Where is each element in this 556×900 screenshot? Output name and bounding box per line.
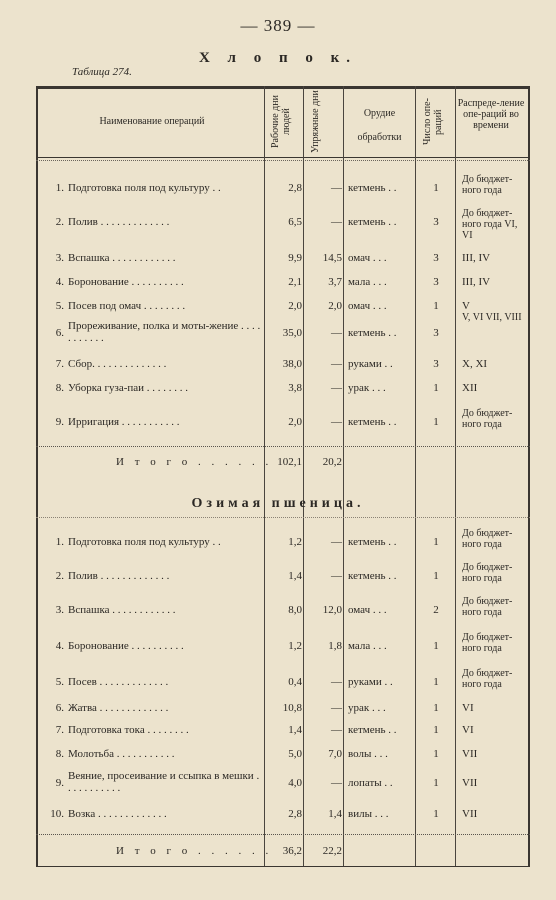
work-days-value: 4,0 xyxy=(288,777,302,789)
time-distribution: III, IV xyxy=(462,252,491,264)
time-distribution: До бюджет-ного года xyxy=(462,668,513,690)
operation-count: 3 xyxy=(433,327,439,339)
row-number: 8. xyxy=(55,748,64,760)
harness-days-value: — xyxy=(331,570,342,582)
time-distribution: До бюджет-ного года xyxy=(462,596,513,618)
tool-name: кетмень . . xyxy=(348,536,397,548)
row-number: 10. xyxy=(50,808,64,820)
work-days-value: 2,8 xyxy=(288,808,302,820)
operation-count: 1 xyxy=(433,748,439,760)
time-distribution: До бюджет-ного года xyxy=(462,408,513,430)
work-days-value: 9,9 xyxy=(288,252,302,264)
header-operation: Наименование операций xyxy=(99,116,205,127)
row-number: 3. xyxy=(55,252,64,264)
section-rule xyxy=(36,517,530,518)
work-days-value: 1,4 xyxy=(288,724,302,736)
time-distribution: До бюджет-ного года xyxy=(462,632,513,654)
operation-count: 1 xyxy=(433,570,439,582)
row-number: 7. xyxy=(55,358,64,370)
tool-name: кетмень . . xyxy=(348,182,397,194)
operation-count: 1 xyxy=(433,724,439,736)
operation-name: Ирригация . . . . . . . . . . . xyxy=(68,416,180,428)
tool-name: кетмень . . xyxy=(348,416,397,428)
tool-name: волы . . . xyxy=(348,748,388,760)
work-days-value: 10,8 xyxy=(282,702,302,714)
time-distribution: До бюджет-ного года VI, VI xyxy=(462,208,518,241)
operation-count: 3 xyxy=(433,252,439,264)
time-distribution: VII xyxy=(462,777,478,789)
tool-name: кетмень . . xyxy=(348,216,397,228)
time-distribution: До бюджет-ного года xyxy=(462,174,513,196)
row-number: 2. xyxy=(55,216,64,228)
section-title: Озимая пшеница. xyxy=(191,496,365,511)
harness-days-value: 3,7 xyxy=(328,276,342,288)
operation-name: Возка . . . . . . . . . . . . . xyxy=(68,808,167,820)
operation-count: 1 xyxy=(433,182,439,194)
time-distribution: До бюджет-ного года xyxy=(462,562,513,584)
work-days-value: 2,0 xyxy=(288,416,302,428)
operation-name: Подготовка поля под культуру . . xyxy=(68,182,221,194)
operation-count: 1 xyxy=(433,536,439,548)
harness-days-value: — xyxy=(331,676,342,688)
time-distribution: V xyxy=(462,300,470,312)
column-divider xyxy=(343,86,344,866)
table-title: Х л о п о к. xyxy=(198,50,358,66)
operation-count: 3 xyxy=(433,216,439,228)
work-days-value: 38,0 xyxy=(282,358,302,370)
operation-name: Посев . . . . . . . . . . . . . xyxy=(68,676,169,688)
operation-name: Вспашка . . . . . . . . . . . . xyxy=(68,604,176,616)
row-number: 7. xyxy=(55,724,64,736)
tool-name: омач . . . xyxy=(348,300,387,312)
harness-days-value: — xyxy=(331,777,342,789)
work-days-value: 0,4 xyxy=(288,676,302,688)
row-number: 5. xyxy=(55,300,64,312)
tool-name: мала . . . xyxy=(348,640,387,652)
harness-days-value: 1,4 xyxy=(328,808,342,820)
work-days-value: 5,0 xyxy=(288,748,302,760)
table-number: Таблица 274. xyxy=(72,66,132,78)
operation-name: Боронование . . . . . . . . . . xyxy=(68,276,184,288)
operation-name: Жатва . . . . . . . . . . . . . xyxy=(68,702,169,714)
tool-name: вилы . . . xyxy=(348,808,389,820)
total-label: И т о г о . . . . . . xyxy=(116,845,273,857)
total-harness: 22,2 xyxy=(322,845,342,857)
time-distribution: III, IV xyxy=(462,276,491,288)
operation-name: Посев под омач . . . . . . . . xyxy=(68,300,186,312)
harness-days-value: 1,8 xyxy=(328,640,342,652)
row-number: 9. xyxy=(55,777,64,789)
total-work: 102,1 xyxy=(277,456,302,468)
tool-name: руками . . xyxy=(348,676,393,688)
time-distribution: X, XI xyxy=(462,358,488,370)
work-days-value: 1,2 xyxy=(288,536,302,548)
total-label: И т о г о . . . . . . xyxy=(116,456,273,468)
harness-days-value: 7,0 xyxy=(328,748,342,760)
operation-name: Подготовка поля под культуру . . xyxy=(68,536,221,548)
harness-days-value: — xyxy=(331,702,342,714)
operation-count: 1 xyxy=(433,702,439,714)
operation-count: 3 xyxy=(433,358,439,370)
operation-name: Полив . . . . . . . . . . . . . xyxy=(68,216,170,228)
operation-count: 1 xyxy=(433,777,439,789)
harness-days-value: — xyxy=(331,327,342,339)
column-divider xyxy=(455,86,456,866)
operation-count: 1 xyxy=(433,676,439,688)
operation-count: 1 xyxy=(433,382,439,394)
harness-days-value: 2,0 xyxy=(328,300,342,312)
operation-count: 1 xyxy=(433,640,439,652)
page-number: — 389 — xyxy=(240,16,316,35)
row-number: 4. xyxy=(55,640,64,652)
row-number: 9. xyxy=(55,416,64,428)
tool-name: урак . . . xyxy=(348,382,386,394)
operation-name: Уборка гуза-паи . . . . . . . . xyxy=(68,382,189,394)
time-distribution: VII xyxy=(462,748,478,760)
operation-count: 1 xyxy=(433,416,439,428)
work-days-value: 2,8 xyxy=(288,182,302,194)
tool-name: лопаты . . xyxy=(348,777,393,789)
header-count: Число опе-раций xyxy=(422,98,444,146)
operation-name: Прореживание, полка и моты-жение . . . . . . . . . . . xyxy=(68,320,261,344)
wheat-total-rule xyxy=(36,834,530,835)
work-days-value: 2,0 xyxy=(288,300,302,312)
row-number: 2. xyxy=(55,570,64,582)
row-number: 3. xyxy=(55,604,64,616)
operation-count: 1 xyxy=(433,808,439,820)
time-distribution: V, VI VII, VIII xyxy=(462,312,522,323)
work-days-value: 6,5 xyxy=(288,216,302,228)
work-days-value: 35,0 xyxy=(282,327,302,339)
operation-name: Веяние, просеивание и ссыпка в мешки . . . . . . . . . . . xyxy=(68,770,260,794)
harness-days-value: — xyxy=(331,382,342,394)
tool-name: кетмень . . xyxy=(348,570,397,582)
time-distribution: VII xyxy=(462,808,478,820)
work-days-value: 3,8 xyxy=(288,382,302,394)
operation-name: Вспашка . . . . . . . . . . . . xyxy=(68,252,176,264)
tool-name: урак . . . xyxy=(348,702,386,714)
operation-count: 2 xyxy=(433,604,439,616)
header-time: Распреде-ление опе-раций во времени xyxy=(457,98,525,131)
harness-days-value: — xyxy=(331,724,342,736)
tool-name: омач . . . xyxy=(348,604,387,616)
operation-name: Полив . . . . . . . . . . . . . xyxy=(68,570,170,582)
row-number: 5. xyxy=(55,676,64,688)
work-days-value: 1,2 xyxy=(288,640,302,652)
header-tool: Орудие обработки xyxy=(357,108,402,143)
operation-count: 3 xyxy=(433,276,439,288)
tool-name: кетмень . . xyxy=(348,724,397,736)
tool-name: кетмень . . xyxy=(348,327,397,339)
harness-days-value: — xyxy=(331,536,342,548)
header-harness-days: Упряжные дни xyxy=(310,90,321,154)
operation-name: Молотьба . . . . . . . . . . . xyxy=(68,748,175,760)
harness-days-value: — xyxy=(331,216,342,228)
operation-name: Сбор. . . . . . . . . . . . . . xyxy=(68,358,167,370)
time-distribution: VI xyxy=(462,724,474,736)
tool-name: омач . . . xyxy=(348,252,387,264)
operation-name: Боронование . . . . . . . . . . xyxy=(68,640,184,652)
tool-name: мала . . . xyxy=(348,276,387,288)
harness-days-value: — xyxy=(331,416,342,428)
harness-days-value: 14,5 xyxy=(322,252,342,264)
operation-count: 1 xyxy=(433,300,439,312)
work-days-value: 8,0 xyxy=(288,604,302,616)
work-days-value: 2,1 xyxy=(288,276,302,288)
time-distribution: XII xyxy=(462,382,478,394)
row-number: 4. xyxy=(55,276,64,288)
total-work: 36,2 xyxy=(282,845,302,857)
work-days-value: 1,4 xyxy=(288,570,302,582)
cotton-total-rule xyxy=(36,446,530,447)
time-distribution: До бюджет-ного года xyxy=(462,528,513,550)
row-number: 1. xyxy=(55,182,64,194)
header-work-days: Рабочие дни людей xyxy=(270,95,292,149)
harness-days-value: 12,0 xyxy=(322,604,342,616)
harness-days-value: — xyxy=(331,182,342,194)
row-number: 8. xyxy=(55,382,64,394)
row-number: 6. xyxy=(55,702,64,714)
harness-days-value: — xyxy=(331,358,342,370)
operation-name: Подготовка тока . . . . . . . . xyxy=(68,724,189,736)
tool-name: руками . . xyxy=(348,358,393,370)
time-distribution: VI xyxy=(462,702,474,714)
row-number: 1. xyxy=(55,536,64,548)
total-harness: 20,2 xyxy=(322,456,342,468)
row-number: 6. xyxy=(55,327,64,339)
